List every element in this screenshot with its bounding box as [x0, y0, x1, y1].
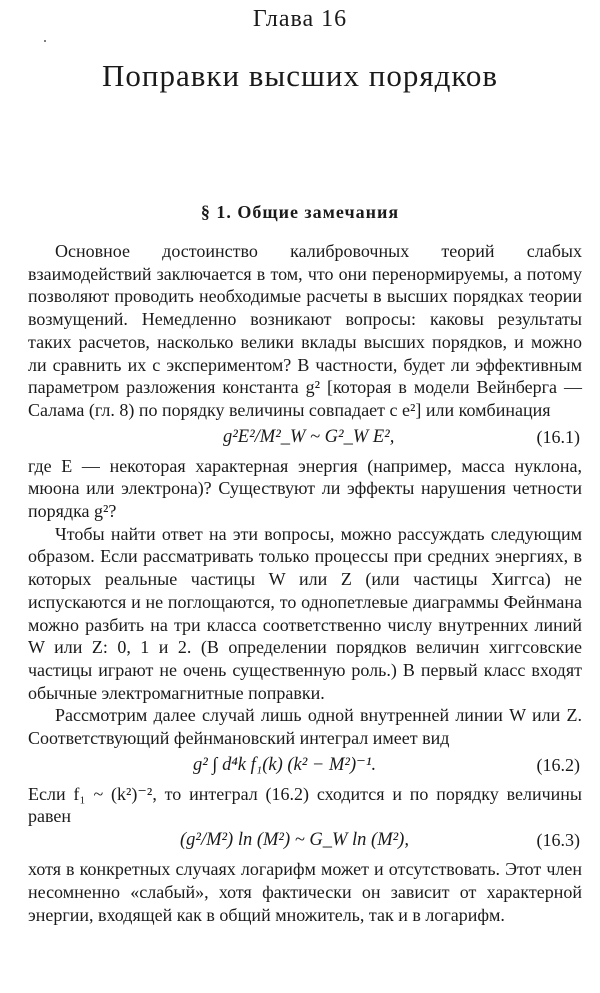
equation-16-2	[28, 750, 582, 783]
chapter-title: Поправки высших порядков	[102, 58, 498, 93]
equation-16-1-expression: g²E²/M²_W ~ G²_W E²,	[223, 426, 395, 447]
paragraph-2: где E — некоторая характерная энергия (например, масса нуклона, мюона или электрона)? Существуют ли эффекты нарушения четности порядка g²?	[28, 455, 582, 522]
paragraph-6: хотя в конкретных случаях логарифм может и отсутствовать. Этот член несомненно «слабый», хотя фактически он зависит от характерной энергии, входящей как в общий множитель, так и в логарифм.	[28, 859, 582, 925]
page-body	[28, 240, 582, 926]
paragraph-5: Если f₁ ~ (k²)⁻², то интеграл (16.2) сходится и по порядку величины равен	[28, 783, 582, 827]
paragraph-4: Рассмотрим далее случай лишь одной внутренней линии W или Z. Соответствующий фейнмановский интеграл имеет вид	[28, 705, 582, 749]
equation-16-2-expression: g² ∫ d⁴k f₁(k) (k² − M²)⁻¹.	[193, 754, 377, 775]
equation-16-2-number: (16.2)	[536, 754, 580, 775]
chapter-label: Глава 16	[252, 6, 348, 32]
paragraph-1: Основное достоинство калибровочных теорий слабых взаимодействий заключается в том, что они перенормируемы, а потому позволяют проводить необходимые расчеты в высших порядках теории возмущений. Немедленно возникают вопросы: каковы результаты таких расчетов, насколько велики вклады высших порядков, и можно ли сравнить их с экспериментом? В частности, будет ли эффективным параметром разложения константа g² [которая в модели Вейнберга — Салама (гл. 8) по порядку величины совпадает с e²] или комбинация	[28, 241, 582, 420]
equation-16-1-number: (16.1)	[536, 426, 580, 447]
paragraph-3: Чтобы найти ответ на эти вопросы, можно рассуждать следующим образом. Если рассматривать только процессы при средних энергиях, в которых реальные частицы W или Z (или частицы Хиггса) не испускаются и не поглощаются, то однопетлевые диаграммы Фейнмана можно разбить на три класса соответственно числу внутренних линий W или Z: 0, 1 и 2. (В определении порядков величин хиггсовские частицы играют не очень существенную роль.) В первый класс входят обычные электромагнитные поправки.	[28, 523, 582, 703]
scan-speck	[44, 40, 46, 42]
equation-16-1	[28, 422, 582, 455]
equation-16-3-number: (16.3)	[536, 830, 580, 851]
equation-16-3	[28, 828, 582, 858]
section-title: § 1. Общие замечания	[200, 202, 400, 222]
equation-16-3-expression: (g²/M²) ln (M²) ~ G_W ln (M²),	[180, 830, 409, 851]
